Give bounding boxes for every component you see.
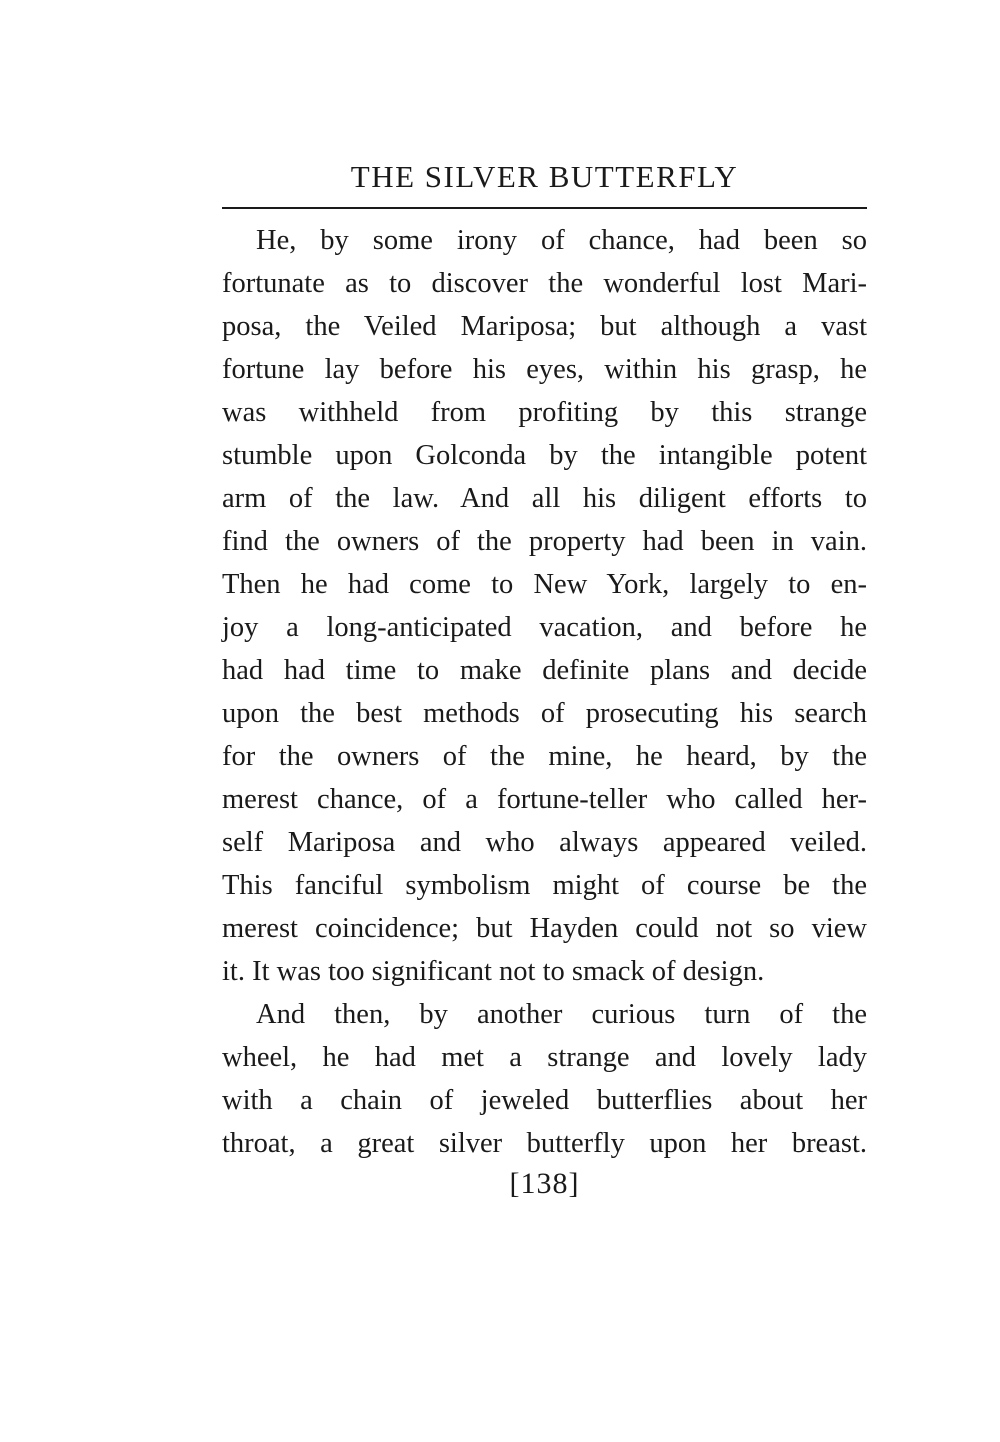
page-number: [138] xyxy=(509,1167,580,1200)
text-line: This fanciful symbolism might of course be the xyxy=(222,870,867,901)
text-line: merest coincidence; but Hayden could not so view xyxy=(222,913,867,944)
text-line: arm of the law. And all his diligent efforts to xyxy=(222,483,867,514)
text-line: fortunate as to discover the wonderful lost Mari- xyxy=(222,268,867,299)
text-line: He, by some irony of chance, had been so xyxy=(256,225,867,256)
text-line: with a chain of jeweled butterflies about her xyxy=(222,1085,867,1116)
text-line: upon the best methods of prosecuting his search xyxy=(222,698,867,729)
header-rule xyxy=(222,207,867,209)
text-line: for the owners of the mine, he heard, by the xyxy=(222,741,867,772)
text-line: was withheld from profiting by this strange xyxy=(222,397,867,428)
body-text xyxy=(222,219,867,1165)
text-line: had had time to make definite plans and decide xyxy=(222,655,867,686)
text-line: find the owners of the property had been in vain. xyxy=(222,526,867,557)
text-line: stumble upon Golconda by the intangible potent xyxy=(222,440,867,471)
running-head-title: THE SILVER BUTTERFLY xyxy=(350,159,739,194)
text-line: merest chance, of a fortune-teller who called her- xyxy=(222,784,867,815)
text-line: throat, a great silver butterfly upon her breast. xyxy=(222,1128,867,1159)
text-line: And then, by another curious turn of the xyxy=(256,999,867,1030)
text-line: wheel, he had met a strange and lovely lady xyxy=(222,1042,867,1073)
text-line: posa, the Veiled Mariposa; but although a vast xyxy=(222,311,867,342)
text-line: fortune lay before his eyes, within his grasp, he xyxy=(222,354,867,385)
text-line: it. It was too significant not to smack of design. xyxy=(222,956,765,987)
text-line: joy a long-anticipated vacation, and before he xyxy=(222,612,867,643)
text-line: self Mariposa and who always appeared veiled. xyxy=(222,827,867,858)
text-line: Then he had come to New York, largely to en- xyxy=(222,569,867,600)
